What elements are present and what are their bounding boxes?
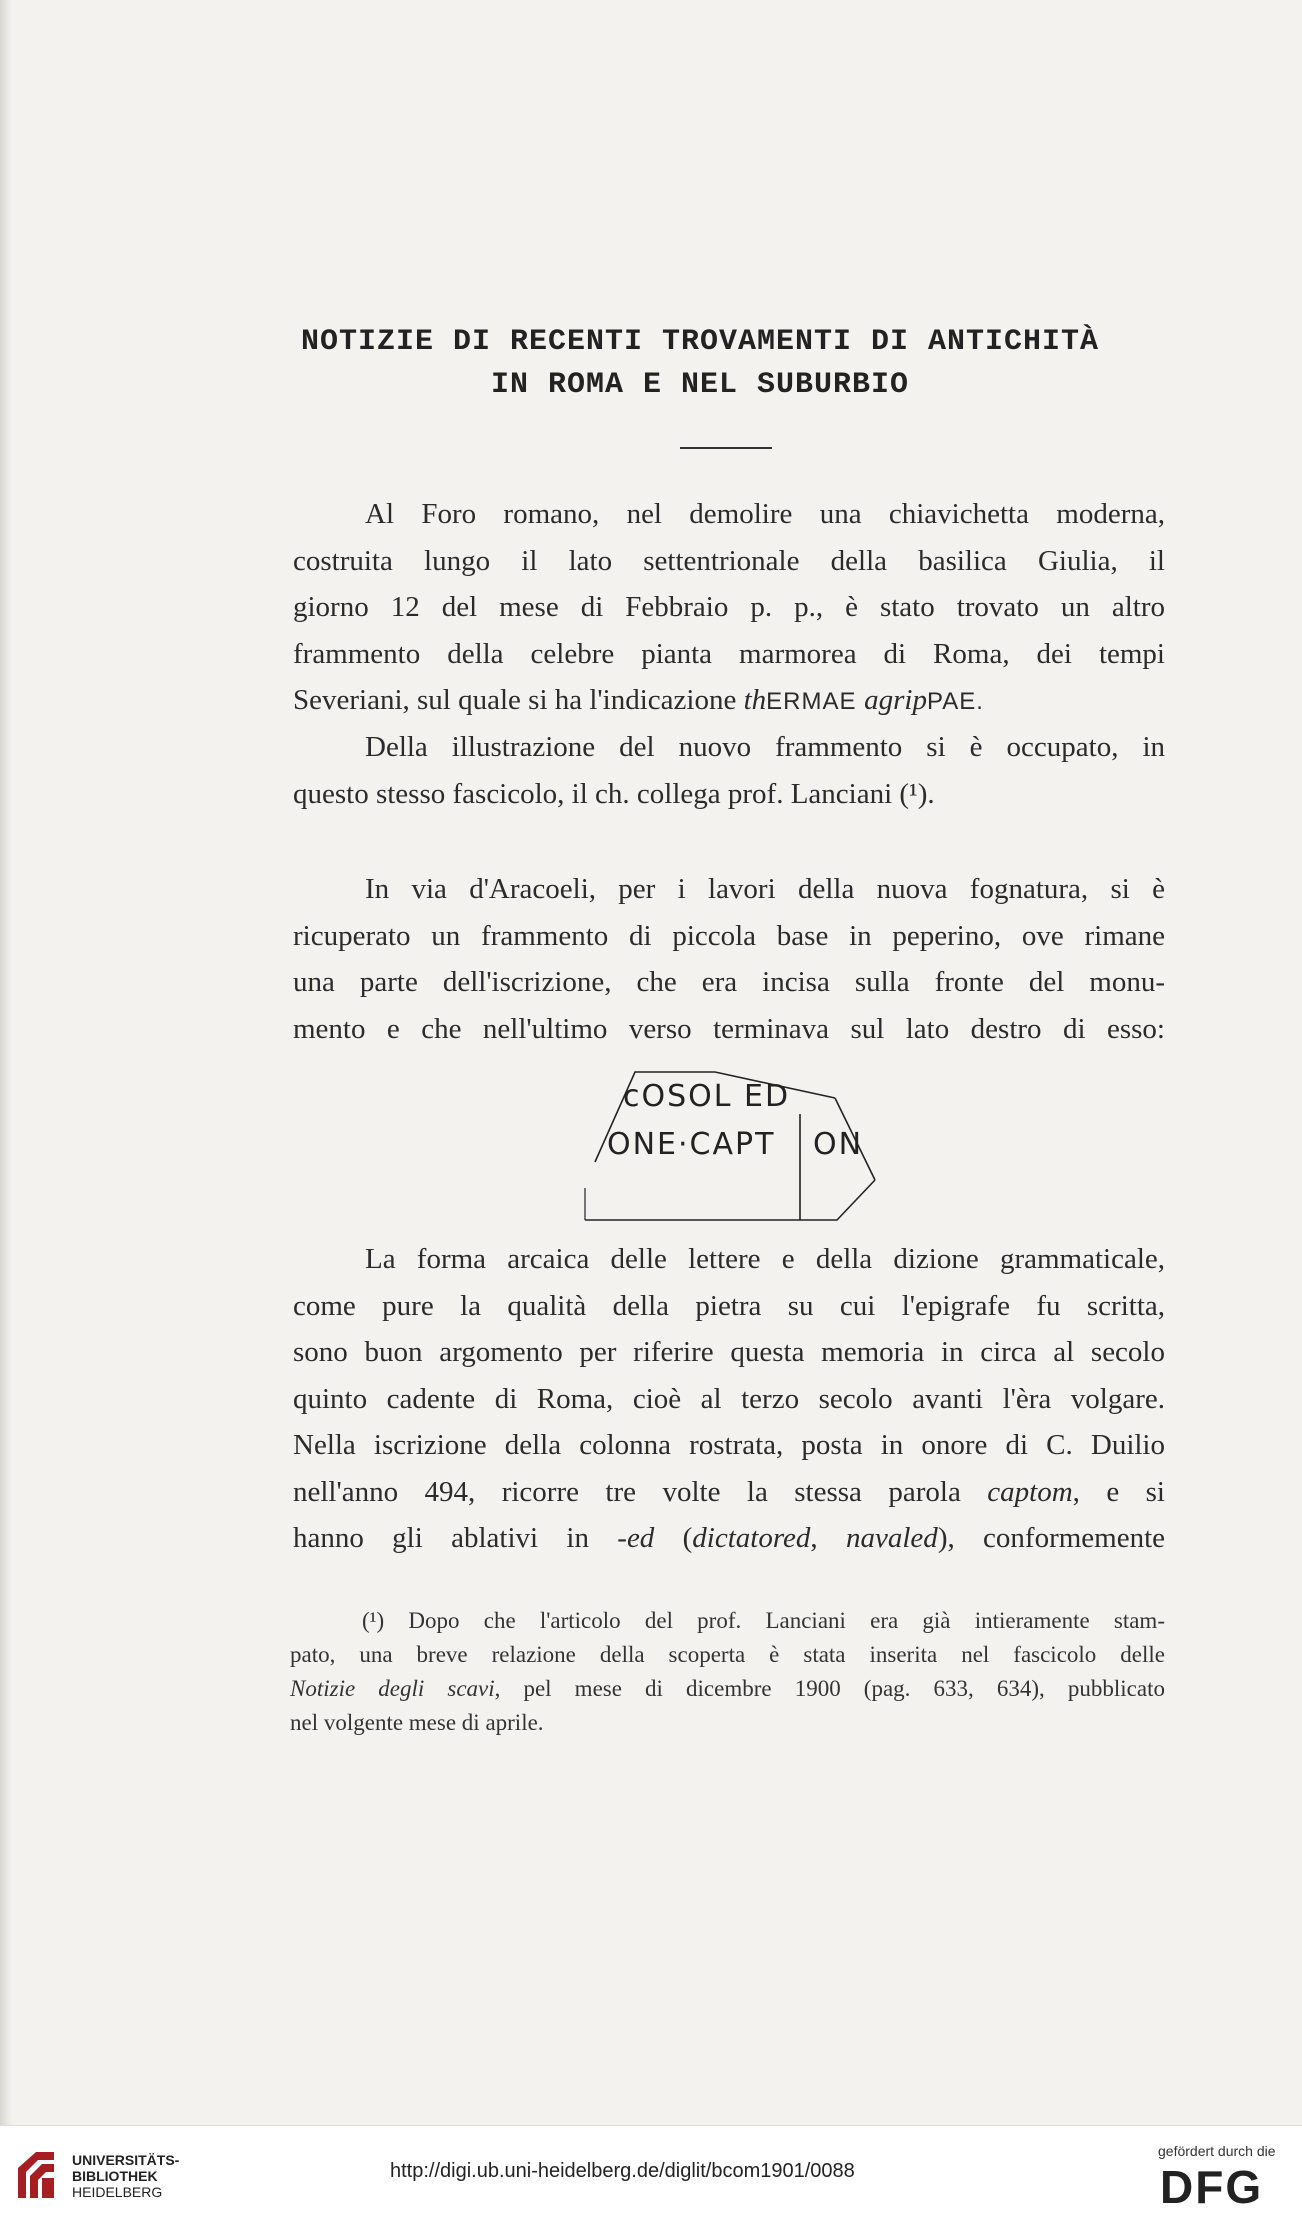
paragraph-aracoeli <box>293 866 1165 1052</box>
text-line: Della illustrazione del nuovo frammento si è occupato, in <box>365 731 1165 763</box>
footnote-line: (¹) Dopo che l'articolo del prof. Lanciani era già intieramente stam- <box>362 1608 1165 1633</box>
text-line: ricuperato un frammento di piccola base in peperino, ove rimane <box>293 919 1165 952</box>
text-run: , e si <box>1072 1475 1165 1508</box>
paragraph-foro-romano <box>293 491 1165 726</box>
italic-run: agrip <box>864 684 927 716</box>
text-line: frammento della celebre pianta marmorea di Roma, dei tempi <box>293 637 1165 670</box>
text-line: mento e che nell'ultimo verso terminava sul lato destro di esso: <box>293 1012 1165 1045</box>
text-line: In via d'Aracoeli, per i lavori della nuova fognatura, si è <box>365 873 1165 905</box>
paragraph-forma-arcaica <box>293 1236 1165 1562</box>
inscription-drawing <box>575 1070 895 1225</box>
text-line: una parte dell'iscrizione, che era incisa sulla fronte del monu- <box>293 966 1165 998</box>
text-run: ( <box>654 1522 693 1554</box>
text-line: sono buon argomento per riferire questa memoria in circa al secolo <box>293 1336 1165 1368</box>
caps-run: ERMAE <box>766 688 865 715</box>
text-run: nell'anno 494, ricorre tre volte la stessa parola <box>293 1475 988 1508</box>
library-logo-icon[interactable] <box>14 2148 60 2202</box>
text-line: come pure la qualità della pietra su cui l'epigrafe fu scritta, <box>293 1289 1165 1322</box>
italic-run: captom <box>987 1475 1073 1508</box>
text-line <box>293 1515 1165 1562</box>
italic-run: Notizie degli scavi <box>290 1676 495 1701</box>
permalink-url[interactable]: http://digi.ub.uni-heidelberg.de/diglit/bcom1901/0088 <box>390 2160 855 2182</box>
text-line: quinto cadente di Roma, cioè al terzo secolo avanti l'èra volgare. <box>293 1382 1165 1415</box>
article-title-line-2: IN ROMA E NEL SUBURBIO <box>490 368 910 402</box>
title-rule <box>680 447 772 449</box>
paragraph-illustrazione <box>293 724 1165 817</box>
inscription-row-2-front: ONE·CAPT <box>607 1127 776 1162</box>
text-run: , <box>810 1522 846 1554</box>
page-edge-shadow <box>0 0 12 2125</box>
text-run: Severiani, sul quale si ha l'indicazione <box>293 684 744 716</box>
text-line: La forma arcaica delle lettere e della dizione grammaticale, <box>365 1243 1165 1275</box>
text-run: ), conformemente <box>937 1522 1166 1554</box>
footnote-line <box>290 1672 1165 1706</box>
caps-run: PAE. <box>926 688 984 715</box>
italic-run: dictatored <box>692 1522 811 1554</box>
text-line: questo stesso fascicolo, il ch. collega prof. Lanciani (¹). <box>293 777 935 810</box>
text-run: , pel mese di dicembre 1900 (pag. 633, 634), pubblicato <box>494 1676 1165 1701</box>
inscription-row-1: cOSOL ED <box>623 1079 791 1114</box>
italic-run: -ed <box>617 1522 655 1554</box>
text-line <box>293 1469 1165 1516</box>
text-line <box>293 677 1165 726</box>
text-run: hanno gli ablativi in <box>293 1522 618 1554</box>
funding-caption: gefördert durch die <box>1158 2143 1276 2159</box>
footnote <box>290 1604 1165 1740</box>
library-name-line-2: BIBLIOTHEK <box>72 2168 158 2184</box>
footnote-line: nel volgente mese di aprile. <box>290 1710 544 1735</box>
article-title-line-1: NOTIZIE DI RECENTI TROVAMENTI DI ANTICHITÀ <box>300 325 1100 359</box>
inscription-row-2-side: ON <box>813 1127 864 1162</box>
italic-run: th <box>743 684 767 716</box>
library-name-line-3: HEIDELBERG <box>72 2184 163 2200</box>
text-line: Nella iscrizione della colonna rostrata, posta in onore di C. Duilio <box>293 1429 1165 1461</box>
library-name[interactable] <box>72 2152 179 2200</box>
dfg-logo[interactable]: DFG <box>1160 2161 1264 2213</box>
footnote-line: pato, una breve relazione della scoperta è stata inserita nel fascicolo delle <box>290 1642 1165 1667</box>
text-line: Al Foro romano, nel demolire una chiavichetta moderna, <box>365 498 1165 530</box>
text-line: giorno 12 del mese di Febbraio p. p., è stato trovato un altro <box>293 591 1165 623</box>
library-name-line-1: UNIVERSITÄTS- <box>72 2152 180 2168</box>
italic-run: navaled <box>846 1522 938 1554</box>
text-line: costruita lungo il lato settentrionale della basilica Giulia, il <box>293 544 1165 577</box>
